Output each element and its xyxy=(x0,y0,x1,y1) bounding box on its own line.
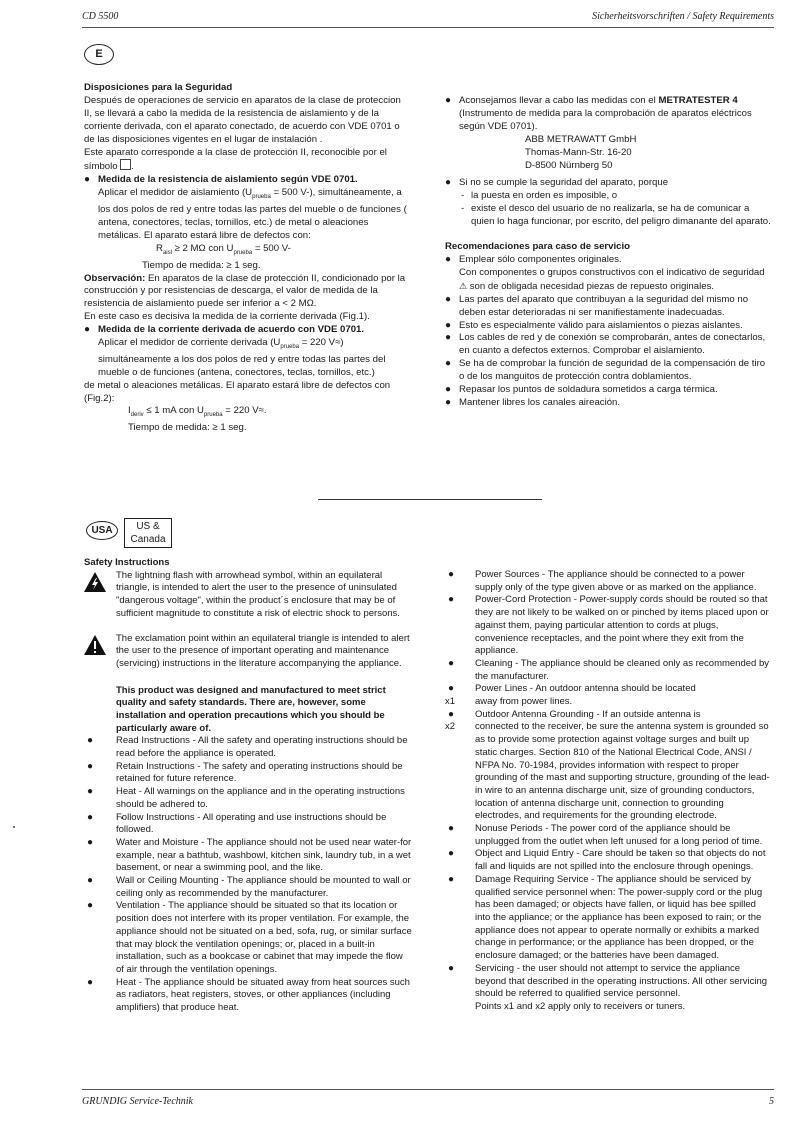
brand-footer: GRUNDIG Service-Technik xyxy=(82,1096,193,1107)
page-number: 5 xyxy=(769,1096,774,1107)
bullet-icon: ● xyxy=(87,976,94,988)
bullet-icon: ● xyxy=(445,293,452,305)
bullet-icon: ● xyxy=(448,594,455,606)
metratester-note: ● Aconsejamos llevar a cabo las medidas con el METRATESTER 4 (Instrumento de medida para la comprobación de aparatos eléctricos según VDE 0701). ABB METRAWATT GmbH Thomas-Mann-Str. 16-20 D-8500 Nürnberg 50 xyxy=(445,95,771,172)
bullet-icon: ● xyxy=(445,396,452,408)
rec-item: ● Se ha de comprobar la función de seguridad de la compensación de tiro o de los manguitos de protección contra doblamientos. xyxy=(445,358,766,383)
recommendations-title: Recomendaciones para caso de servicio xyxy=(445,241,631,253)
bullet-icon: ● xyxy=(448,823,455,835)
rec-item: ● Repasar los puntos de soldadura sometidos a carga térmica. xyxy=(445,384,718,396)
list-item: ● Retain Instructions - The safety and operating instructions should be retained for future reference. xyxy=(87,760,403,785)
measure-insulation: ● Medida de la resistencia de aislamiento según VDE 0701. Aplicar el medidor de aislamiento ($U_{prueba} = 500$ V-), simultáneamente, a los dos polos de red y entre todas las partes del mueble o de funciones ( antena, conectores, teclas, tornillos, etc.) de metal o aleaciones metálicas. El aparato estará libre de defectos con: $R_{aisl} \ge 2$ MΩ con $U_{prueba} = 500$ V- Tiempo de medida: ≥ 1 seg. xyxy=(84,174,411,272)
bullet-icon: ● xyxy=(87,900,94,912)
bullet-icon: ● xyxy=(445,332,452,344)
bullet-icon: ● xyxy=(445,253,452,265)
bullet-icon: ● xyxy=(84,174,91,186)
list-item: ● Cleaning - The appliance should be cleaned only as recommended by the manufacturer. xyxy=(448,657,769,682)
observation: Observación: En aparatos de la clase de protección II, condicionado por la construcción y por resistencias de descarga, el valor de medida de la resistencia de aislamiento puede ser inferior a < 2 MΩ. xyxy=(84,272,406,310)
language-badge-usa: USA xyxy=(86,521,118,540)
x1-item: x1 away from power lines. xyxy=(445,696,573,708)
dash-item: - existe el desco del usuario de no realizarla, se ha de comunicar a quien lo haga funcionar, por escrito, del peligro dimanante del aparato. xyxy=(461,203,771,228)
observation-note: En este caso es decisiva la medida de la corriente derivada (Fig.1). xyxy=(84,311,370,323)
list-item: ● Read Instructions - All the safety and operating instructions should be read before the appliance is operated. xyxy=(87,735,408,760)
bullet-icon: ● xyxy=(445,384,452,396)
quality-notice: This product was designed and manufactured to meet strict quality and safety standards. There are, however, some installation and operation precautions which you should be particularly aware of. xyxy=(116,684,386,734)
address-line: ABB METRAWATT GmbH xyxy=(525,133,637,145)
rec-item: ● Mantener libres los canales aireación. xyxy=(445,396,621,408)
list-item: ● Power-Cord Protection - Power-supply cords should be routed so that they are not likely to be walked on or pinched by items placed upon or against them, paying particular attention to cords at plugs, convenience receptacles, and the point where they exit from the appliance. xyxy=(448,594,769,657)
language-badge-e: E xyxy=(84,44,114,65)
bullet-icon: ● xyxy=(445,319,452,331)
safety-not-met: ● Si no se cumple la seguridad del aparato, porque - la puesta en orden es imposible, o - existe el desco del usuario de no realizarla, se ha de comunicar a quien lo haga funcionar, por escrito, del peligro dimanante del aparato. xyxy=(445,177,771,228)
bullet-icon: ● xyxy=(448,683,455,695)
list-item: ● Heat - All warnings on the appliance and in the operating instructions should be adhered to. xyxy=(87,786,405,810)
list-item: ● Wall or Ceiling Mounting - The appliance should be mounted to wall or ceiling only as recommended by the manufacturer. xyxy=(87,875,411,899)
address-line: Thomas-Mann-Str. 16-20 xyxy=(525,146,632,158)
english-left-column xyxy=(84,557,412,1015)
list-item: ● Object and Liquid Entry - Care should be taken so that objects do not fall and liquids are not spilled into the enclosure through openings. xyxy=(448,848,766,873)
bullet-icon: ● xyxy=(445,177,452,189)
bullet-icon: ● xyxy=(87,786,94,798)
bullet-icon: ● xyxy=(448,657,455,669)
bullet-icon: ● xyxy=(87,875,94,887)
list-item: ● Power Lines - An outdoor antenna should be located xyxy=(448,683,696,695)
bullet-icon: ● xyxy=(448,962,455,974)
list-item: ● Power Sources - The appliance should be connected to a power supply only of the type given above or as marked on the appliance. xyxy=(448,569,757,593)
lightning-triangle-icon xyxy=(84,572,106,592)
list-item: ● Heat - The appliance should be situated away from heat sources such as radiators, heat registers, stoves, or other appliances (including amplifiers) that produce heat. xyxy=(87,976,410,1014)
x2-item: x2 connected to the receiver, be sure the antenna system is grounded so as to provide some protection against voltage surges and built up static charges. Section 810 of the National Electrical Code, ANSI / NFPA No. 70-1984, provides information with respect to proper grounding of the mast and supporting structure, grounding of the lead-in wire to an antenna discharge unit, size of grounding conductors, location of antenna discharge unit, connection to grounding electrodes, and requirements for the grounding electrode. xyxy=(445,721,770,822)
bullet-icon: ● xyxy=(448,569,455,580)
scan-mark xyxy=(13,826,15,828)
exclamation-triangle-icon xyxy=(84,635,106,655)
list-item: ● Servicing - the user should not attempt to service the appliance beyond that described in the operating instructions. All other servicing should be referred to qualified service personnel. xyxy=(448,962,768,1000)
list-item: ● Follow Instructions - All operating and use instructions should be followed. xyxy=(87,811,387,836)
dash-item: - la puesta en orden es imposible, o xyxy=(461,190,618,202)
lightning-warning: The lightning flash with arrowhead symbol, within an equilateral triangle, is intended to alert the user to the presence of uninsulated "dangerous voltage", within the product´s enclosure that may be of sufficient magnitude to constitute a risk of electric shock to persons. xyxy=(84,570,412,621)
region-label: US & Canada xyxy=(124,518,172,548)
model-number: CD 5500 xyxy=(82,11,119,22)
leakage-text: de metal o aleaciones metálicas. El aparato estará libre de defectos con (Fig.2): xyxy=(84,379,391,404)
bullet-icon: ● xyxy=(87,760,94,772)
page-header xyxy=(82,11,774,27)
points-note: Points x1 and x2 apply only to receivers or tuners. xyxy=(475,1000,686,1012)
bullet-icon: ● xyxy=(87,735,94,747)
list-item: ● Nonuse Periods - The power cord of the appliance should be unplugged from the outlet when left unused for a long period of time. xyxy=(448,823,763,847)
measure-leakage: ● Medida de la corriente derivada de acuerdo con VDE 0701. Aplicar el medidor de corriente derivada ($U_{prueba} = 220$ V≈) simultáneamente a los dos polos de red y entre todas las partes del mueble o de funciones (antena, conectores, teclas, tornillos, etc.) xyxy=(84,324,386,378)
section-divider xyxy=(318,499,542,500)
spanish-left-column xyxy=(84,82,411,435)
leakage-formula: $I_{deriv} \le 1$ mA con $U_{prueba} = 220$ V≈. xyxy=(128,405,267,419)
rec-item: ● Emplear sólo componentes originales. Con componentes o grupos constructivos con el indicativo de seguridad ⚠ son de obligada necesidad piezas de repuesto originales. xyxy=(445,253,765,292)
spanish-right-column xyxy=(445,95,771,410)
bullet-icon: ● xyxy=(87,836,94,848)
list-item: ● Water and Moisture - The appliance should not be used near water-for example, near a bathtub, washbowl, kitchen sink, laundry tub, in a wet basement, or near a swimming pool, and the like. xyxy=(87,836,412,874)
bullet-icon: ● xyxy=(87,811,94,823)
rec-item: ● Las partes del aparato que contribuyan a la seguridad del mismo no deben estar deterioradas ni ser manifiestamente inadecuadas. xyxy=(445,293,749,318)
bullet-icon: ● xyxy=(448,873,455,885)
list-item: ● Outdoor Antenna Grounding - If an outside antenna is xyxy=(448,708,701,720)
exclamation-warning: The exclamation point within an equilateral triangle is intended to alert the user to the presence of important operating and maintenance (servicing) instructions in the literature accompanying the appliance. xyxy=(84,633,412,673)
bullet-icon: ● xyxy=(84,324,91,336)
footer-rule xyxy=(82,1089,774,1090)
rec-item: ● Los cables de red y de conexión se comprobarán, antes de conectarlos, en cuanto a defectos externos. Comprobar el aislamiento. xyxy=(445,332,766,357)
section-title: Sicherheitsvorschriften / Safety Requirements xyxy=(592,11,774,22)
bullet-icon: ● xyxy=(448,708,455,720)
address-line: D-8500 Nürnberg 50 xyxy=(525,159,613,171)
rec-item: ● Esto es especialmente válido para aislamientos o piezas aislantes. xyxy=(445,319,743,331)
english-right-column xyxy=(445,569,772,1014)
bullet-icon: ● xyxy=(445,358,452,370)
insulation-formula: $R_{aisl} \ge 2$ MΩ con $U_{prueba} = 500$ V- xyxy=(156,242,291,256)
class-ii-symbol-icon xyxy=(120,159,131,170)
leakage-time: Tiempo de medida: ≥ 1 seg. xyxy=(128,422,247,434)
caution-triangle-icon: ⚠ xyxy=(459,280,468,291)
spanish-title: Disposiciones para la Seguridad xyxy=(84,82,233,93)
list-item: ● Ventilation - The appliance should be situated so that its location or position does not interfere with its proper ventilation. For example, the appliance should not be situated on a bed, sofa, rug, or similar surface that may block the ventilation openings; or, placed in a built-in installation, such as a bookcase or cabinet that may impede the flow of air through the ventilation openings. xyxy=(87,900,412,975)
spanish-intro-1: Después de operaciones de servicio en aparatos de la clase de proteccion II, se llevará a cabo la medida de la resistencia de aislamiento y de la corriente derivada, con el aparato conectado, de acuerdo con VDE 0701 o de las disposiciones vigentes en el lugar de instalación . xyxy=(84,94,401,145)
spanish-intro-2: Este aparato corresponde a la clase de protección II, reconocible por el símbolo . xyxy=(84,146,387,173)
english-title: Safety Instructions xyxy=(84,557,170,568)
bullet-icon: ● xyxy=(445,95,452,106)
list-item: ● Damage Requiring Service - The appliance should be serviced by qualified service personnel when: The power-supply cord or the plug has been damaged; or objects have fallen, or liquid has bee spilled into the appliance; or the appliance has been exposed to rain; or the appliance does not appear to operate normally or exhibits a marked change in performance; or the appliance has been dropped, or the enclosure damaged; or the batteries have been damaged. xyxy=(448,873,763,962)
bullet-icon: ● xyxy=(448,848,455,860)
header-rule xyxy=(82,27,774,28)
